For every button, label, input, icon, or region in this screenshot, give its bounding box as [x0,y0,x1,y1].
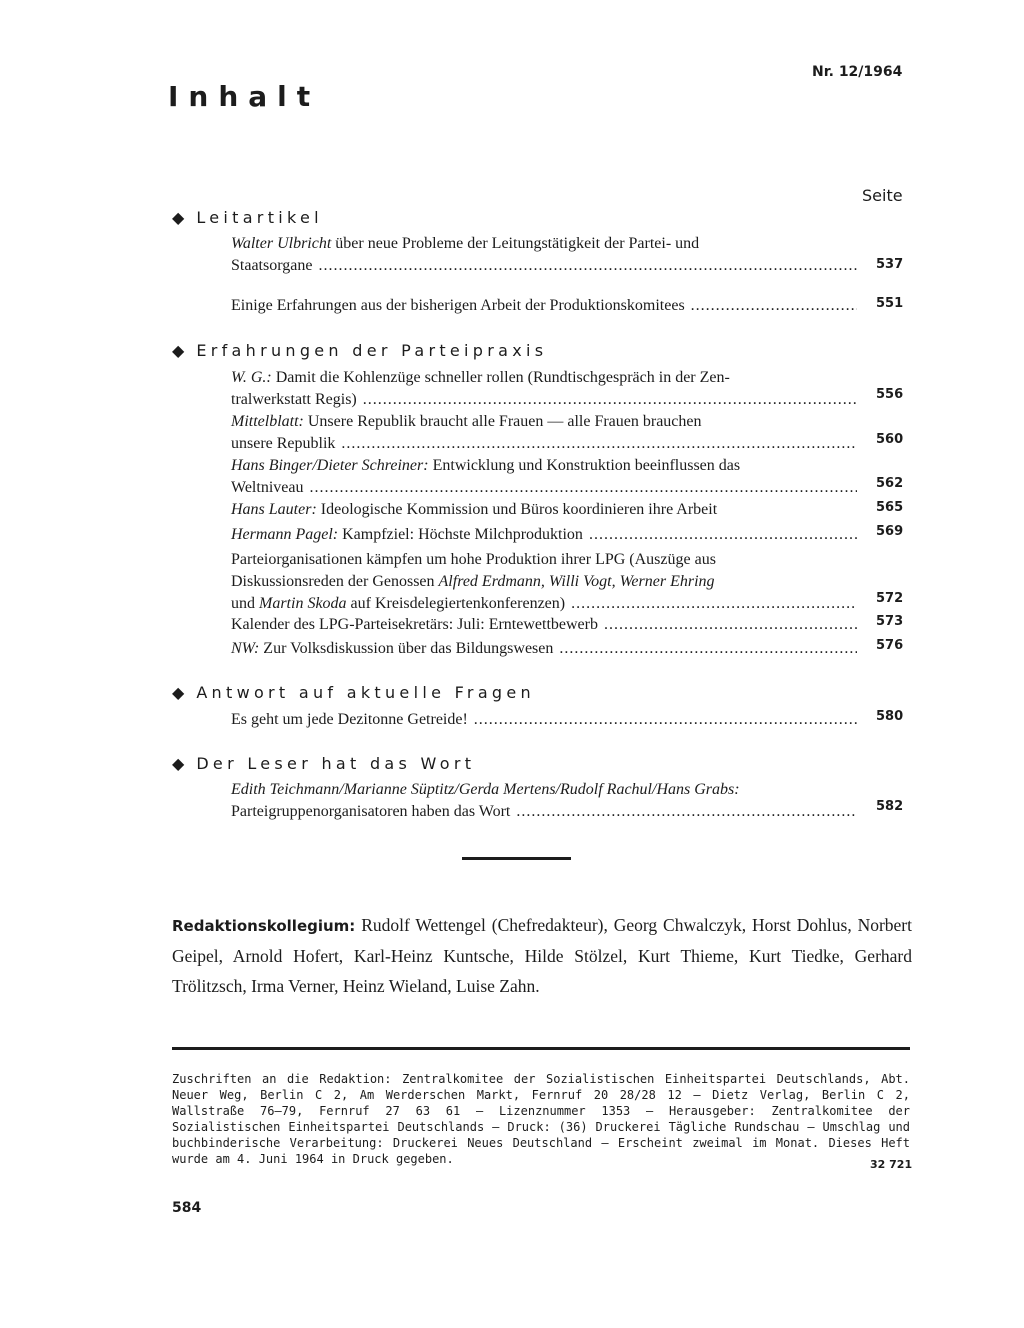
section-heading-text: Erfahrungen der Parteipraxis [196,341,548,360]
page-title: Inhalt [168,80,321,113]
toc-entry[interactable] [231,499,857,521]
page-number: 537 [876,257,904,272]
entry-title-cont: unsere Republik [231,435,336,452]
editorial-label: Redaktionskollegium: [172,917,356,935]
entry-author: Martin Skoda [259,595,347,612]
editorial-names: Rudolf Wettengel (Chefredakteur), Georg Chwalczyk, Horst Dohlus, Norbert Geipel, Arnold Hofert, Karl-Heinz Kuntsche, Hilde Stölzel, Kurt Thieme, Kurt Tiedke, Gerhard Trölitzsch, Irma Verner, Heinz Wieland, Luise Zahn. [172,915,912,996]
leader-dots [691,295,857,317]
print-code: 32 721 [870,1158,913,1171]
entry-author: Edith Teichmann/Marianne Süptitz/Gerda Mertens/Rudolf Rachul/Hans Grabs: [231,781,740,798]
entry-title: Kalender des LPG-Parteisekretärs: Juli: Erntewettbewerb [231,616,598,633]
toc-entry[interactable] [231,638,857,660]
entry-title-cont: auf Kreisdelegiertenkonferenzen) [346,595,566,612]
entry-author: Walter Ulbricht [231,235,332,252]
entry-title: über neue Probleme der Leitungstätigkeit der Partei- und [331,235,700,252]
diamond-bullet-icon: ◆ [172,683,185,702]
page-number: 569 [876,524,904,539]
folio-page-number: 584 [172,1200,202,1216]
toc-entry[interactable] [231,709,857,731]
page-number: 562 [876,476,904,491]
editorial-board [172,910,912,1001]
section-heading-text: Antwort auf aktuelle Fragen [196,683,535,702]
page-number: 556 [876,387,904,402]
leader-dots [341,433,857,455]
section-heading [172,683,535,702]
page-number: 560 [876,432,904,447]
section-heading [172,754,475,773]
toc-entry[interactable] [231,233,857,277]
entry-title: Parteiorganisationen kämpfen um hohe Produktion ihrer LPG (Auszüge aus [231,551,716,568]
diamond-bullet-icon: ◆ [172,208,185,227]
entry-title: Kampfziel: Höchste Milchproduktion [338,526,583,543]
entry-author: Mittelblatt: [231,413,304,430]
divider [172,1047,910,1050]
entry-title-cont: Weltniveau [231,479,304,496]
entry-author: Hermann Pagel: [231,526,339,543]
leader-dots [474,709,857,731]
toc-entry[interactable] [231,411,857,455]
entry-title: Einige Erfahrungen aus der bisherigen Arbeit der Produktionskomitees [231,297,685,314]
toc-entry[interactable] [231,455,857,499]
entry-title-cont: und [231,595,259,612]
entry-author: W. G.: [231,369,272,386]
toc-entry[interactable] [231,367,857,411]
issue-number: Nr. 12/1964 [812,64,903,80]
entry-title-cont: Diskussionsreden der Genossen [231,573,439,590]
entry-title: Ideologische Kommission und Büros koordinieren ihre Arbeit [316,501,718,518]
imprint: Zuschriften an die Redaktion: Zentralkomitee der Sozialistischen Einheitspartei Deutschlands, Abt. Neuer Weg, Berlin C 2, Am Werderschen Markt, Fernruf 20 28/28 12 — Dietz Verlag, Berlin C 2, Wallstraße 76—79, Fernruf 27 63 61 — Lizenznummer 1353 — Herausgeber: Zentralkomitee der Sozialistischen Einheitspartei Deutschlands — Druck: (36) Druckerei Tägliche Rundschau — Umschlag und buchbinderische Verarbeitung: Druckerei Neues Deutschland — Erscheint zweimal im Monat. Dieses Heft wurde am 4. Juni 1964 in Druck gegeben. [172,1072,910,1166]
toc-entry[interactable] [231,524,857,546]
leader-dots [318,255,857,277]
toc-entry[interactable] [231,295,857,317]
page-column-label: Seite [862,186,903,205]
page-number: 572 [876,591,904,606]
entry-title: Zur Volksdiskussion über das Bildungswesen [259,640,554,657]
entry-title: Entwicklung und Konstruktion beeinflussen das [428,457,741,474]
entry-title-cont: Staatsorgane [231,257,313,274]
leader-dots [559,638,857,660]
entry-title: Parteigruppenorganisatoren haben das Wort [231,803,511,820]
leader-dots [516,801,857,823]
page-number: 573 [876,614,904,629]
diamond-bullet-icon: ◆ [172,341,185,360]
page-number: 565 [876,500,904,515]
entry-author: Hans Lauter: [231,501,317,518]
section-heading-text: Leitartikel [196,208,323,227]
section-heading [172,341,547,360]
entry-title: Damit die Kohlenzüge schneller rollen (Rundtischgespräch in der Zen- [271,369,730,386]
entry-title-cont: tralwerkstatt Regis) [231,391,357,408]
page-number: 582 [876,799,904,814]
leader-dots [363,389,857,411]
page-number: 576 [876,638,904,653]
diamond-bullet-icon: ◆ [172,754,185,773]
toc-entry[interactable] [231,614,857,636]
page-number: 580 [876,709,904,724]
entry-title: Es geht um jede Dezitonne Getreide! [231,711,468,728]
entry-title: Unsere Republik braucht alle Frauen — alle Frauen brauchen [303,413,702,430]
entry-author: Hans Binger/Dieter Schreiner: [231,457,429,474]
toc-entry[interactable] [231,549,857,615]
leader-dots [309,477,857,499]
section-heading-text: Der Leser hat das Wort [196,754,476,773]
page-number: 551 [876,296,904,311]
toc-entry[interactable] [231,779,857,823]
leader-dots [604,614,857,636]
entry-author: Alfred Erdmann, Willi Vogt, Werner Ehring [438,573,715,590]
entry-author: NW: [231,640,260,657]
leader-dots [589,524,857,546]
section-heading [172,208,323,227]
divider [462,857,571,860]
leader-dots [571,593,857,615]
